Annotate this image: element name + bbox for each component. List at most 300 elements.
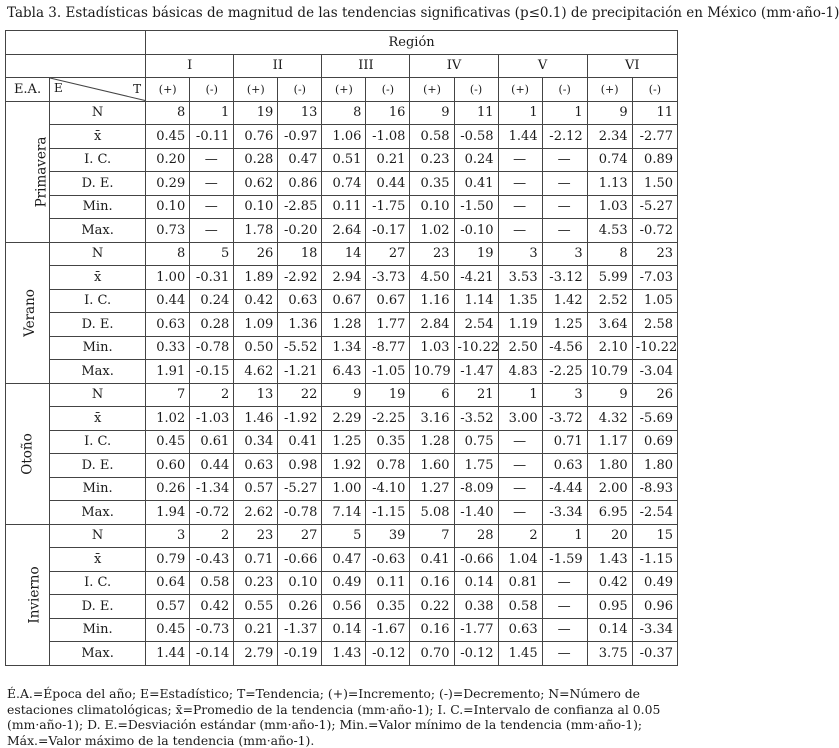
value-cell: -4.56 [542,336,587,360]
value-cell: — [190,172,234,196]
table-footnote: É.A.=Época del año; E=Estadístico; T=Tendencia; (+)=Incremento; (-)=Decremento; N=Número de estaciones climatológicas; x̄=Promedio de la tendencia (mm·año-1); I. C.=Intervalo de confianza al 0.05 (mm·año-1); D. E.=Desviación estándar (mm·año-1); Min.=Valor mínimo de la tendencia (mm·año-1); Máx.=Valor máximo de la tendencia (mm·año-1). [7,686,661,748]
value-cell: 0.47 [322,548,366,572]
value-cell: 5 [322,524,366,548]
value-cell: 1.14 [454,289,498,313]
value-cell: 1 [498,101,542,125]
statistic-label: D. E. [50,595,146,619]
sign-plus: (+) [410,78,454,102]
table-caption: Tabla 3. Estadísticas básicas de magnitud de las tendencias significativas (p≤0.1) de precipitación en México (mm·año-1) [7,5,839,21]
value-cell: 1.94 [146,501,190,525]
value-cell: 4.32 [587,407,632,431]
value-cell: 0.10 [410,195,454,219]
value-cell: 27 [278,524,322,548]
value-cell: -3.73 [366,266,410,290]
value-cell: 2.10 [587,336,632,360]
table-row [6,642,678,666]
value-cell: 0.42 [234,289,278,313]
value-cell: 0.44 [146,289,190,313]
value-cell: -3.12 [542,266,587,290]
value-cell: — [542,172,587,196]
value-cell: -0.97 [278,125,322,149]
value-cell: 19 [234,101,278,125]
table-row [6,313,678,337]
value-cell: -5.69 [632,407,677,431]
value-cell: -0.66 [454,548,498,572]
value-cell: 28 [454,524,498,548]
statistic-label: N [50,242,146,266]
region-name: IV [410,54,498,78]
value-cell: — [542,195,587,219]
value-cell: 0.63 [234,454,278,478]
value-cell: 0.63 [542,454,587,478]
value-cell: 26 [234,242,278,266]
value-cell: -0.10 [454,219,498,243]
value-cell: 0.57 [234,477,278,501]
value-cell: -7.03 [632,266,677,290]
value-cell: -0.12 [454,642,498,666]
value-cell: 1.00 [322,477,366,501]
value-cell: 0.21 [366,148,410,172]
value-cell: 1.50 [632,172,677,196]
value-cell: 1.43 [587,548,632,572]
value-cell: 1.44 [146,642,190,666]
region-name: I [146,54,234,78]
value-cell: 9 [410,101,454,125]
statistic-label: x̄ [50,548,146,572]
value-cell: 1.19 [498,313,542,337]
table-row [6,407,678,431]
value-cell: 0.70 [410,642,454,666]
e-t-diagonal-header [50,78,146,102]
statistic-label: Min. [50,618,146,642]
value-cell: -4.44 [542,477,587,501]
value-cell: 1.02 [146,407,190,431]
value-cell: 0.35 [410,172,454,196]
statistic-label: I. C. [50,571,146,595]
value-cell: 13 [278,101,322,125]
value-cell: -1.92 [278,407,322,431]
table-row [6,242,678,266]
value-cell: 3.64 [587,313,632,337]
table-row [6,336,678,360]
value-cell: 0.35 [366,430,410,454]
value-cell: 0.14 [454,571,498,595]
value-cell: 0.81 [498,571,542,595]
value-cell: 0.74 [322,172,366,196]
diagonal-line [50,78,145,101]
value-cell: 7 [410,524,454,548]
value-cell: 0.58 [410,125,454,149]
value-cell: 0.51 [322,148,366,172]
statistic-label: N [50,383,146,407]
value-cell: — [190,148,234,172]
value-cell: 1.80 [587,454,632,478]
value-cell: 26 [632,383,677,407]
value-cell: 1.16 [410,289,454,313]
value-cell: 1.43 [322,642,366,666]
season-label-cell [6,383,50,524]
value-cell: 0.57 [146,595,190,619]
value-cell: 2 [498,524,542,548]
value-cell: 0.56 [322,595,366,619]
value-cell: 0.79 [146,548,190,572]
value-cell: 2.64 [322,219,366,243]
value-cell: 0.23 [234,571,278,595]
value-cell: 0.67 [366,289,410,313]
value-cell: 0.44 [366,172,410,196]
table-row [6,571,678,595]
table-row [6,501,678,525]
value-cell: 0.58 [190,571,234,595]
value-cell: 0.23 [410,148,454,172]
value-cell: 5 [190,242,234,266]
value-cell: — [498,172,542,196]
value-cell: -4.10 [366,477,410,501]
value-cell: -0.43 [190,548,234,572]
value-cell: 13 [234,383,278,407]
value-cell: 6.95 [587,501,632,525]
value-cell: 1.09 [234,313,278,337]
value-cell: -0.17 [366,219,410,243]
value-cell: 0.16 [410,618,454,642]
statistic-label: Max. [50,360,146,384]
value-cell: 1 [190,101,234,125]
value-cell: 1 [542,524,587,548]
value-cell: -1.21 [278,360,322,384]
value-cell: 0.95 [587,595,632,619]
value-cell: -0.37 [632,642,677,666]
statistic-label: Max. [50,219,146,243]
value-cell: 1.25 [542,313,587,337]
value-cell: — [498,477,542,501]
value-cell: -0.19 [278,642,322,666]
value-cell: — [190,195,234,219]
blank-corner-cell [6,54,146,78]
value-cell: 0.16 [410,571,454,595]
value-cell: 0.78 [366,454,410,478]
value-cell: 22 [278,383,322,407]
value-cell: 0.75 [454,430,498,454]
statistic-label: D. E. [50,313,146,337]
value-cell: -10.22 [454,336,498,360]
table-row [6,289,678,313]
value-cell: 0.67 [322,289,366,313]
value-cell: 0.33 [146,336,190,360]
value-cell: -0.58 [454,125,498,149]
value-cell: 0.34 [234,430,278,454]
value-cell: 1.00 [146,266,190,290]
value-cell: -2.25 [366,407,410,431]
value-cell: -2.77 [632,125,677,149]
statistic-label: N [50,524,146,548]
value-cell: -0.63 [366,548,410,572]
value-cell: 1.46 [234,407,278,431]
value-cell: 0.55 [234,595,278,619]
value-cell: 1.04 [498,548,542,572]
value-cell: 1.28 [322,313,366,337]
value-cell: 0.76 [234,125,278,149]
value-cell: 2.94 [322,266,366,290]
value-cell: 1.05 [632,289,677,313]
region-name: III [322,54,410,78]
value-cell: -0.78 [278,501,322,525]
value-cell: 0.24 [190,289,234,313]
value-cell: -1.75 [366,195,410,219]
value-cell: 39 [366,524,410,548]
statistic-label: x̄ [50,407,146,431]
value-cell: 1.80 [632,454,677,478]
value-cell: 7 [146,383,190,407]
value-cell: 1.42 [542,289,587,313]
value-cell: 0.63 [278,289,322,313]
value-cell: -0.78 [190,336,234,360]
statistic-label: Max. [50,501,146,525]
value-cell: 0.63 [498,618,542,642]
value-cell: 0.11 [366,571,410,595]
value-cell: -3.04 [632,360,677,384]
table-row [6,618,678,642]
sign-plus: (+) [587,78,632,102]
value-cell: -1.03 [190,407,234,431]
value-cell: 2.50 [498,336,542,360]
value-cell: 8 [322,101,366,125]
value-cell: -1.59 [542,548,587,572]
value-cell: 11 [632,101,677,125]
value-cell: 0.26 [146,477,190,501]
value-cell: -5.52 [278,336,322,360]
season-label: Otoño [19,432,36,475]
value-cell: -8.77 [366,336,410,360]
value-cell: -1.47 [454,360,498,384]
statistics-table [5,30,678,666]
value-cell: 21 [454,383,498,407]
value-cell: 0.73 [146,219,190,243]
statistic-label: I. C. [50,289,146,313]
blank-corner-cell [6,31,146,55]
table-row [6,148,678,172]
value-cell: 1.27 [410,477,454,501]
value-cell: -5.27 [632,195,677,219]
table-row [6,125,678,149]
value-cell: -0.73 [190,618,234,642]
value-cell: 1.44 [498,125,542,149]
table-row [6,524,678,548]
value-cell: 2.34 [587,125,632,149]
sign-minus: (-) [454,78,498,102]
value-cell: — [498,454,542,478]
value-cell: — [542,571,587,595]
value-cell: 9 [587,101,632,125]
value-cell: 3.53 [498,266,542,290]
value-cell: 3.00 [498,407,542,431]
value-cell: -2.54 [632,501,677,525]
value-cell: 7.14 [322,501,366,525]
value-cell: 23 [632,242,677,266]
value-cell: -1.77 [454,618,498,642]
value-cell: 6.43 [322,360,366,384]
value-cell: -1.67 [366,618,410,642]
value-cell: 0.10 [278,571,322,595]
value-cell: 1.13 [587,172,632,196]
value-cell: -8.09 [454,477,498,501]
statistic-label: Max. [50,642,146,666]
value-cell: -1.08 [366,125,410,149]
statistic-label: Min. [50,477,146,501]
season-label: Primavera [33,136,50,207]
table-row [6,383,678,407]
value-cell: 19 [454,242,498,266]
value-cell: 1.89 [234,266,278,290]
region-name: II [234,54,322,78]
value-cell: 1.92 [322,454,366,478]
region-names-row [6,54,678,78]
value-cell: — [498,148,542,172]
value-cell: 0.10 [234,195,278,219]
season-label: Invierno [26,565,43,624]
value-cell: -1.34 [190,477,234,501]
value-cell: 9 [322,383,366,407]
value-cell: 4.83 [498,360,542,384]
region-name: VI [587,54,677,78]
table-row [6,172,678,196]
value-cell: 0.21 [234,618,278,642]
value-cell: 0.26 [278,595,322,619]
value-cell: 1.75 [454,454,498,478]
value-cell: 9 [587,383,632,407]
value-cell: 1 [498,383,542,407]
value-cell: 2 [190,383,234,407]
sign-minus: (-) [366,78,410,102]
statistic-label: x̄ [50,266,146,290]
value-cell: 2.29 [322,407,366,431]
region-header: Región [146,31,678,55]
value-cell: 0.69 [632,430,677,454]
value-cell: 0.49 [632,571,677,595]
value-cell: 5.08 [410,501,454,525]
sign-plus: (+) [322,78,366,102]
sign-plus: (+) [498,78,542,102]
value-cell: 8 [146,242,190,266]
value-cell: 1.45 [498,642,542,666]
table-row [6,195,678,219]
statistic-label: D. E. [50,454,146,478]
table-row [6,430,678,454]
value-cell: 16 [366,101,410,125]
value-cell: — [190,219,234,243]
value-cell: -0.66 [278,548,322,572]
value-cell: 0.74 [587,148,632,172]
value-cell: 0.14 [322,618,366,642]
value-cell: 1.35 [498,289,542,313]
value-cell: 0.41 [410,548,454,572]
statistic-label: N [50,101,146,125]
value-cell: — [542,595,587,619]
value-cell: 0.60 [146,454,190,478]
value-cell: — [498,195,542,219]
statistic-label: Min. [50,195,146,219]
value-cell: 0.49 [322,571,366,595]
table-row [6,595,678,619]
value-cell: 0.29 [146,172,190,196]
value-cell: 1.03 [410,336,454,360]
value-cell: 2.62 [234,501,278,525]
value-cell: 18 [278,242,322,266]
value-cell: 8 [146,101,190,125]
value-cell: — [542,618,587,642]
value-cell: 0.44 [190,454,234,478]
value-cell: — [542,148,587,172]
value-cell: -4.21 [454,266,498,290]
value-cell: 0.96 [632,595,677,619]
value-cell: 0.11 [322,195,366,219]
statistic-label: Min. [50,336,146,360]
value-cell: 0.35 [366,595,410,619]
value-cell: 2.58 [632,313,677,337]
value-cell: 10.79 [410,360,454,384]
value-cell: 4.50 [410,266,454,290]
value-cell: 1 [542,101,587,125]
value-cell: 0.98 [278,454,322,478]
value-cell: -0.14 [190,642,234,666]
value-cell: 3 [542,242,587,266]
value-cell: -3.72 [542,407,587,431]
value-cell: 1.36 [278,313,322,337]
value-cell: -1.15 [632,548,677,572]
value-cell: 2.54 [454,313,498,337]
value-cell: 0.28 [190,313,234,337]
value-cell: 23 [410,242,454,266]
value-cell: 0.22 [410,595,454,619]
value-cell: 6 [410,383,454,407]
value-cell: 3.16 [410,407,454,431]
table-row [6,219,678,243]
value-cell: 0.86 [278,172,322,196]
value-cell: -8.93 [632,477,677,501]
statistic-label: I. C. [50,148,146,172]
table-row [6,266,678,290]
region-name: V [498,54,587,78]
sign-plus: (+) [146,78,190,102]
value-cell: 0.28 [234,148,278,172]
value-cell: 0.47 [278,148,322,172]
value-cell: 2.52 [587,289,632,313]
value-cell: 1.02 [410,219,454,243]
value-cell: 0.62 [234,172,278,196]
value-cell: 3 [542,383,587,407]
value-cell: -1.05 [366,360,410,384]
value-cell: 0.45 [146,618,190,642]
value-cell: 5.99 [587,266,632,290]
value-cell: 11 [454,101,498,125]
value-cell: 0.71 [542,430,587,454]
value-cell: — [542,219,587,243]
value-cell: 1.91 [146,360,190,384]
value-cell: -1.37 [278,618,322,642]
sign-minus: (-) [190,78,234,102]
value-cell: 2.00 [587,477,632,501]
value-cell: — [542,642,587,666]
value-cell: 0.10 [146,195,190,219]
statistic-label: D. E. [50,172,146,196]
value-cell: — [498,501,542,525]
value-cell: -1.40 [454,501,498,525]
t-label: T [133,82,142,96]
sign-plus: (+) [234,78,278,102]
value-cell: -3.34 [542,501,587,525]
value-cell: -5.27 [278,477,322,501]
value-cell: — [498,219,542,243]
value-cell: 0.71 [234,548,278,572]
